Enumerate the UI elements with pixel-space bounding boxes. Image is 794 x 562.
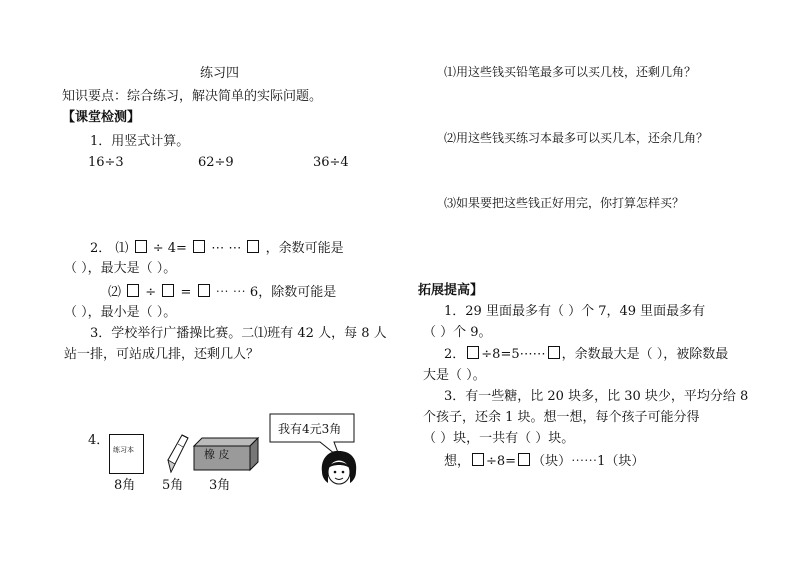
blank-box (467, 346, 479, 359)
q1-label: 1．用竖式计算。 (90, 134, 190, 149)
ext-q3-line1: 3．有一些糖，比 20 块多，比 30 块少，平均分给 8 (444, 389, 749, 404)
ext-q3-line3: （ ）块，一共有（ ）块。 (423, 431, 575, 446)
blank-box (127, 284, 139, 297)
q2-part1 (90, 240, 344, 257)
blank-box (247, 240, 259, 253)
notebook-icon (109, 434, 144, 474)
ext-q2-prefix: 2． (444, 347, 466, 362)
q3-line2: 站一排，可站成几排，还剩几人？ (64, 347, 260, 362)
key-points: 知识要点：综合练习，解决简单的实际问题。 (62, 89, 323, 104)
ext-q1-line1: 1．29 里面最多有（ ）个 7，49 里面最多有 (444, 304, 706, 319)
q2-p2-mid: ÷ (145, 285, 157, 300)
ext-q3-think (444, 453, 644, 470)
sub-question-2: ⑵用这些钱买练习本最多可以买几本，还余几角？ (444, 131, 709, 145)
blank-box (518, 453, 530, 466)
page-title: 练习四 (200, 66, 240, 81)
q1-item-3: 36÷4 (313, 155, 349, 170)
blank-box (548, 346, 560, 359)
section-extension: 拓展提高】 (418, 283, 484, 298)
notebook-label: 练习本 (113, 446, 134, 454)
q2-p1-line2: （ ），最大是（ ）。 (64, 261, 177, 276)
q2-p2-mark: ⑵ (108, 285, 122, 300)
ext-q2-mid: ÷8=5⋯⋯ (481, 347, 546, 362)
blank-box (193, 240, 205, 253)
q2-part2 (108, 284, 336, 301)
sub-question-1: ⑴用这些钱买铅笔最多可以买几枝，还剩几角？ (444, 65, 697, 79)
pencil-icon (158, 432, 194, 474)
blank-box (162, 284, 174, 297)
section-class-test: 【课堂检测】 (62, 110, 141, 125)
q2-p2-eq: = (180, 285, 192, 300)
q2-p1-rest: ÷ 4= (152, 241, 192, 256)
speech-text: 我有4元3角 (278, 422, 342, 436)
q4-label: 4． (88, 433, 110, 448)
ext-q2-line1 (444, 346, 728, 363)
blank-box (198, 284, 210, 297)
q3-line1: 3．学校举行广播操比赛。二⑴班有 42 人，每 8 人 (90, 326, 387, 341)
ext-q3-think-rest: （块）⋯⋯1（块） (532, 454, 645, 469)
q2-p1-tail: ，余数可能是 (265, 241, 344, 256)
blank-box (472, 453, 484, 466)
ext-q3-think-mid: ÷8= (486, 454, 517, 469)
price-eraser: 3角 (209, 478, 231, 493)
blank-box (135, 240, 147, 253)
q1-item-1: 16÷3 (88, 155, 124, 170)
ext-q1-line2: （ ）个 9。 (423, 325, 492, 340)
q2-p1-mark: ⑴ (115, 241, 129, 256)
price-notebook: 8角 (114, 478, 136, 493)
ext-q3-think-prefix: 想， (444, 454, 471, 469)
ext-q3-line2: 个孩子，还余 1 块。想一想，每个孩子可能分得 (423, 410, 700, 425)
q2-p2-line2: （ ），最小是（ ）。 (64, 305, 177, 320)
q2-p2-tail: ⋯ ⋯ 6，除数可能是 (215, 285, 337, 300)
price-pencil: 5角 (162, 478, 184, 493)
q1-item-2: 62÷9 (198, 155, 234, 170)
sub-question-3: ⑶如果要把这些钱正好用完，你打算怎样买？ (444, 196, 685, 210)
q2-p1-dots: ⋯ ⋯ (211, 241, 242, 256)
eraser-label: 橡 皮 (204, 448, 230, 461)
girl-face-icon (318, 450, 360, 486)
ext-q2-line2: 大是（ ）。 (423, 368, 486, 383)
ext-q2-rest: ，余数最大是（ ），被除数最 (561, 347, 729, 362)
q2-label: 2． (90, 241, 112, 256)
